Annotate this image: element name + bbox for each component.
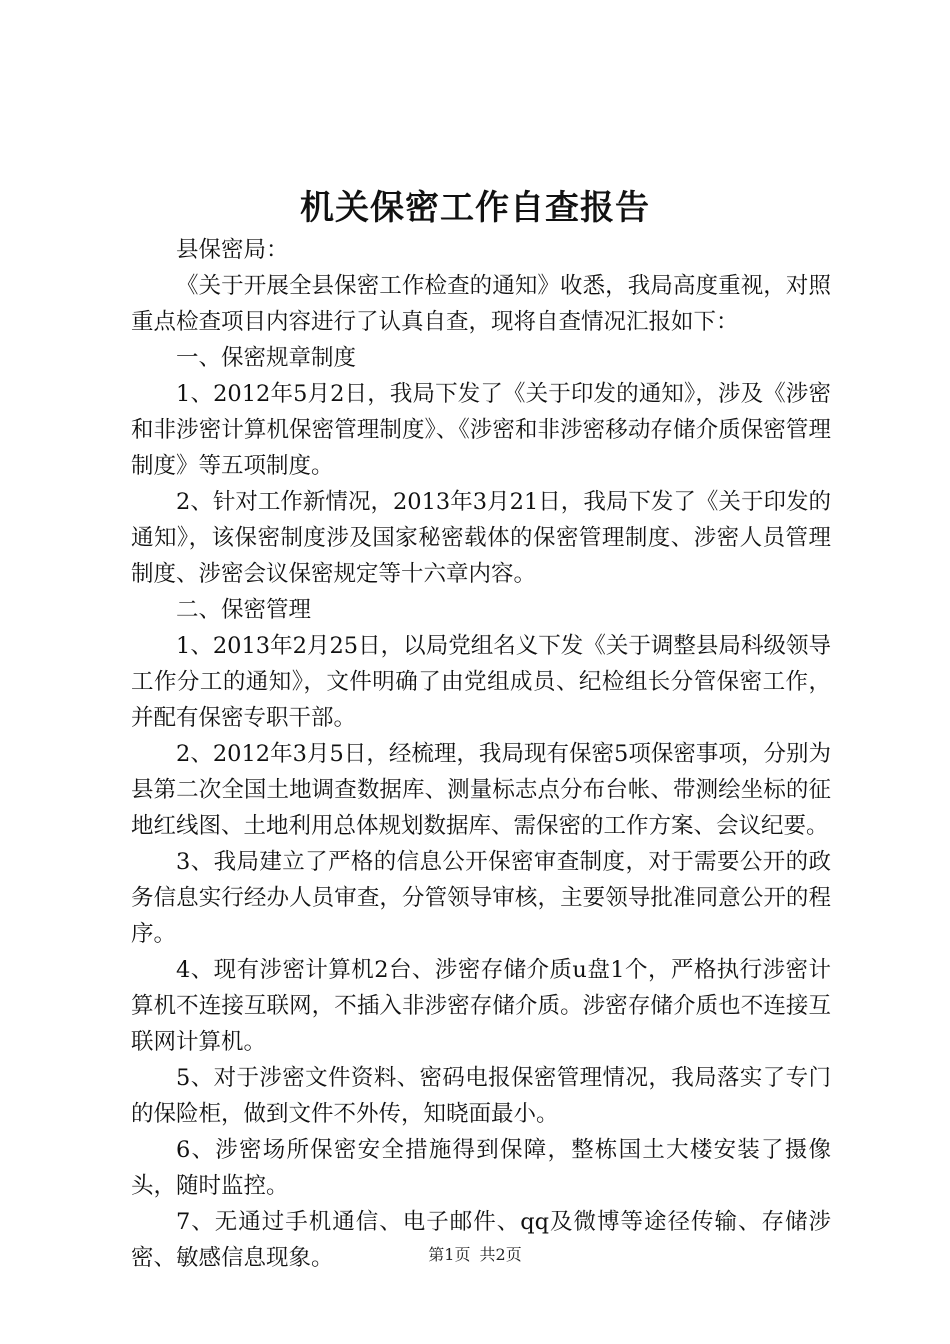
page-number: 第1页 — [428, 1245, 471, 1264]
paragraph-2-7: 7、无通过手机通信、电子邮件、qq及微博等途径传输、存储涉密、敏感信息现象。 — [131, 1209, 831, 1271]
salutation: 县保密局： — [176, 237, 289, 263]
paragraph-2-6: 6、涉密场所保密安全措施得到保障，整栋国土大楼安装了摄像头，随时监控。 — [131, 1137, 831, 1199]
paragraph-1-1: 1、2012年5月2日，我局下发了《关于印发的通知》，涉及《涉密和非涉密计算机保密管理制度》、《涉密和非涉密移动存储介质保密管理制度》等五项制度。 — [131, 381, 831, 479]
section-heading-2: 二、保密管理 — [176, 597, 312, 623]
paragraph-2-5: 5、对于涉密文件资料、密码电报保密管理情况，我局落实了专门的保险柜，做到文件不外传，知晓面最小。 — [131, 1065, 831, 1127]
paragraph-2-2: 2、2012年3月5日，经梳理，我局现有保密5项保密事项，分别为县第二次全国土地调查数据库、测量标志点分布台帐、带测绘坐标的征地红线图、土地利用总体规划数据库、需保密的工作方案、会议纪要。 — [131, 741, 831, 839]
paragraph-intro: 《关于开展全县保密工作检查的通知》收悉，我局高度重视，对照重点检查项目内容进行了认真自查，现将自查情况汇报如下： — [131, 273, 831, 335]
paragraph-2-4: 4、现有涉密计算机2台、涉密存储介质u盘1个，严格执行涉密计算机不连接互联网，不插入非涉密存储介质。涉密存储介质也不连接互联网计算机。 — [131, 957, 831, 1055]
paragraph-2-1: 1、2013年2月25日，以局党组名义下发《关于调整县局科级领导工作分工的通知》，文件明确了由党组成员、纪检组长分管保密工作，并配有保密专职干部。 — [131, 633, 831, 731]
paragraph-2-3: 3、我局建立了严格的信息公开保密审查制度，对于需要公开的政务信息实行经办人员审查，分管领导审核，主要领导批准同意公开的程序。 — [131, 849, 831, 947]
page-total: 共2页 — [479, 1245, 522, 1264]
paragraph-1-2: 2、针对工作新情况，2013年3月21日，我局下发了《关于印发的通知》，该保密制度涉及国家秘密载体的保密管理制度、涉密人员管理制度、涉密会议保密规定等十六章内容。 — [131, 489, 831, 587]
document-title: 机关保密工作自查报告 — [300, 188, 650, 228]
page-footer — [0, 1243, 950, 1267]
document-body — [131, 232, 831, 1276]
section-heading-1: 一、保密规章制度 — [176, 345, 357, 371]
